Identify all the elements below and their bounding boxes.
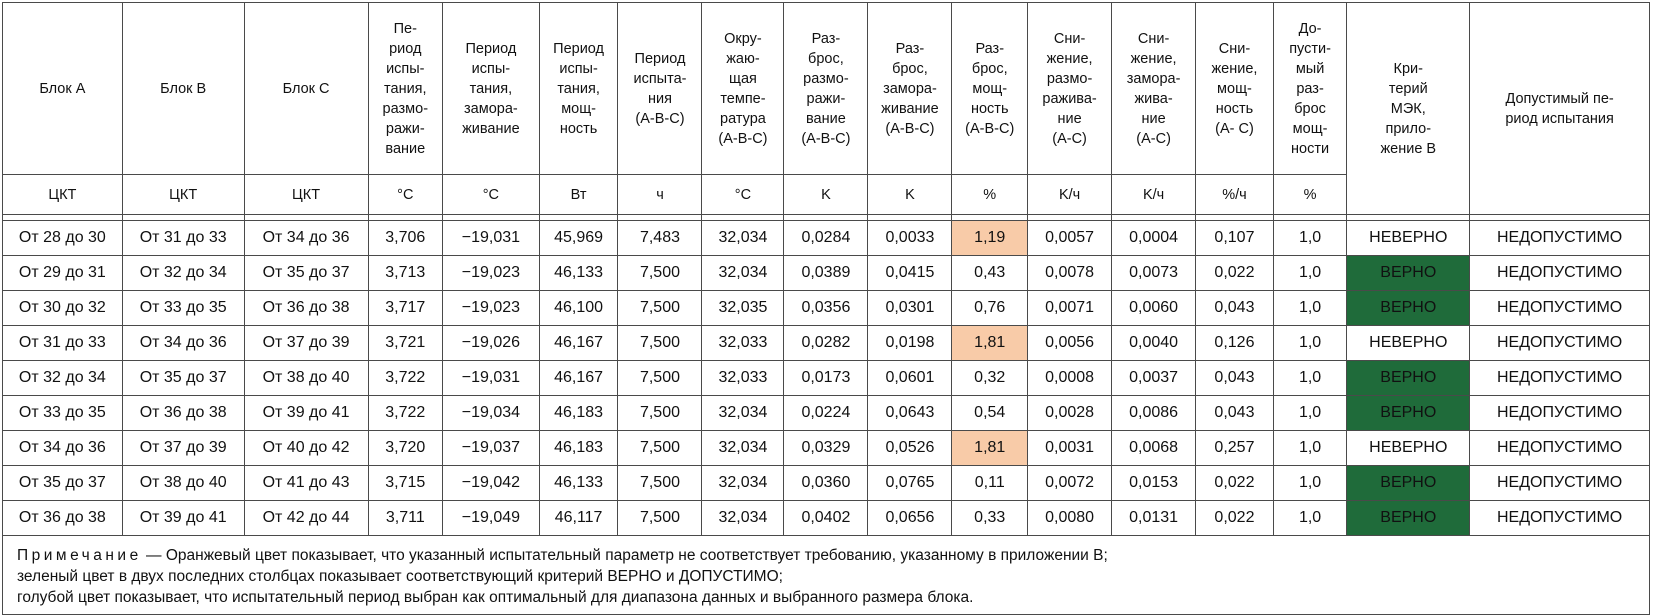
column-header: Сни- жение, замора- жива- ние (A-C) bbox=[1112, 3, 1196, 175]
table-cell: От 32 до 34 bbox=[3, 361, 123, 396]
table-cell: 0,257 bbox=[1196, 431, 1274, 466]
table-cell: От 31 до 33 bbox=[122, 221, 244, 256]
table-cell: 7,500 bbox=[618, 326, 702, 361]
table-cell: НЕВЕРНО bbox=[1347, 221, 1470, 256]
table-cell: НЕДОПУСТИМО bbox=[1470, 221, 1650, 256]
unit-header: K/ч bbox=[1112, 175, 1196, 215]
table-cell: 3,717 bbox=[368, 291, 443, 326]
table-cell: 0,0086 bbox=[1112, 396, 1196, 431]
table-row bbox=[3, 326, 1650, 361]
table-header bbox=[3, 3, 1650, 215]
table-cell: 0,0033 bbox=[868, 221, 952, 256]
table-cell: 1,0 bbox=[1273, 256, 1347, 291]
table-cell: 0,0224 bbox=[784, 396, 868, 431]
table-cell: 3,713 bbox=[368, 256, 443, 291]
table-cell: 46,100 bbox=[539, 291, 618, 326]
table-cell: 0,0198 bbox=[868, 326, 952, 361]
table-cell: 0,0068 bbox=[1112, 431, 1196, 466]
table-cell: 0,0008 bbox=[1028, 361, 1112, 396]
column-header: Раз- брос, мощ- ность (A-B-C) bbox=[952, 3, 1028, 175]
table-cell: 0,0080 bbox=[1028, 501, 1112, 536]
table-cell: 46,133 bbox=[539, 256, 618, 291]
unit-header: % bbox=[1273, 175, 1347, 215]
table-cell: 7,500 bbox=[618, 396, 702, 431]
table-cell: 46,183 bbox=[539, 396, 618, 431]
table-cell: От 39 до 41 bbox=[244, 396, 368, 431]
table-cell: 0,022 bbox=[1196, 501, 1274, 536]
column-header: Окру- жаю- щая темпе- ратура (A-B-C) bbox=[702, 3, 784, 175]
table-cell: 0,0329 bbox=[784, 431, 868, 466]
table-cell: От 41 до 43 bbox=[244, 466, 368, 501]
unit-header: ЦКТ bbox=[122, 175, 244, 215]
table-cell: 32,034 bbox=[702, 501, 784, 536]
table-cell: 0,43 bbox=[952, 256, 1028, 291]
table-cell: 7,500 bbox=[618, 431, 702, 466]
table-cell: 0,0056 bbox=[1028, 326, 1112, 361]
table-cell: 1,81 bbox=[952, 431, 1028, 466]
table-cell: 32,034 bbox=[702, 431, 784, 466]
table-cell: −19,031 bbox=[443, 361, 540, 396]
table-cell: 32,033 bbox=[702, 361, 784, 396]
table-cell: 0,0173 bbox=[784, 361, 868, 396]
column-header: Сни- жение, мощ- ность (A- C) bbox=[1196, 3, 1274, 175]
note-label: Примечание bbox=[17, 547, 142, 564]
table-cell: 0,0526 bbox=[868, 431, 952, 466]
table-cell: 3,715 bbox=[368, 466, 443, 501]
table-cell: НЕВЕРНО bbox=[1347, 431, 1470, 466]
table-cell: От 34 до 36 bbox=[3, 431, 123, 466]
table-cell: 1,19 bbox=[952, 221, 1028, 256]
table-row bbox=[3, 466, 1650, 501]
table-cell: НЕДОПУСТИМО bbox=[1470, 256, 1650, 291]
table-cell: От 36 до 38 bbox=[122, 396, 244, 431]
unit-header: ЦКТ bbox=[244, 175, 368, 215]
table-cell: 0,0360 bbox=[784, 466, 868, 501]
table-cell: ВЕРНО bbox=[1347, 256, 1470, 291]
table-cell: 7,483 bbox=[618, 221, 702, 256]
note-line-1 bbox=[17, 545, 1649, 566]
table-cell: От 42 до 44 bbox=[244, 501, 368, 536]
table-cell: 0,0028 bbox=[1028, 396, 1112, 431]
table-cell: От 36 до 38 bbox=[244, 291, 368, 326]
table-cell: 46,133 bbox=[539, 466, 618, 501]
column-header: Блок С bbox=[244, 3, 368, 175]
table-cell: 0,0656 bbox=[868, 501, 952, 536]
table-cell: 0,0402 bbox=[784, 501, 868, 536]
table-cell: От 34 до 36 bbox=[244, 221, 368, 256]
table-cell: −19,023 bbox=[443, 291, 540, 326]
table-cell: ВЕРНО bbox=[1347, 291, 1470, 326]
table-cell: От 36 до 38 bbox=[3, 501, 123, 536]
table-cell: От 38 до 40 bbox=[122, 466, 244, 501]
table-cell: НЕДОПУСТИМО bbox=[1470, 326, 1650, 361]
note-line-2: зеленый цвет в двух последних столбцах показывает соответствующий критерий ВЕРНО и ДОПУСТИМО; bbox=[17, 568, 783, 585]
unit-header: K bbox=[868, 175, 952, 215]
table-cell: 0,0153 bbox=[1112, 466, 1196, 501]
table-row bbox=[3, 431, 1650, 466]
table-cell: От 28 до 30 bbox=[3, 221, 123, 256]
table-cell: 1,0 bbox=[1273, 221, 1347, 256]
column-header: Сни- жение, размо- ражива- ние (A-C) bbox=[1028, 3, 1112, 175]
table-cell: 1,0 bbox=[1273, 431, 1347, 466]
table-cell: НЕДОПУСТИМО bbox=[1470, 501, 1650, 536]
unit-header: K bbox=[784, 175, 868, 215]
table-wrapper bbox=[2, 2, 1650, 615]
table-cell: НЕДОПУСТИМО bbox=[1470, 396, 1650, 431]
table-cell: 7,500 bbox=[618, 501, 702, 536]
table-cell: 45,969 bbox=[539, 221, 618, 256]
table-cell: 0,0078 bbox=[1028, 256, 1112, 291]
unit-header: Вт bbox=[539, 175, 618, 215]
column-header: Период испыта- ния (A-B-C) bbox=[618, 3, 702, 175]
unit-header: °С bbox=[443, 175, 540, 215]
table-cell: НЕВЕРНО bbox=[1347, 326, 1470, 361]
table-cell: 32,034 bbox=[702, 221, 784, 256]
table-cell: 0,0040 bbox=[1112, 326, 1196, 361]
column-header: Пе- риод испы- тания, размо- ражи- вание bbox=[368, 3, 443, 175]
table-cell: 3,721 bbox=[368, 326, 443, 361]
results-table bbox=[2, 2, 1650, 536]
table-cell: −19,023 bbox=[443, 256, 540, 291]
unit-header: K/ч bbox=[1028, 175, 1112, 215]
column-header: Период испы- тания, замора- живание bbox=[443, 3, 540, 175]
table-cell: От 35 до 37 bbox=[3, 466, 123, 501]
table-cell: ВЕРНО bbox=[1347, 466, 1470, 501]
table-cell: 0,0282 bbox=[784, 326, 868, 361]
table-cell: 0,043 bbox=[1196, 291, 1274, 326]
table-cell: −19,026 bbox=[443, 326, 540, 361]
table-cell: НЕДОПУСТИМО bbox=[1470, 431, 1650, 466]
table-row bbox=[3, 291, 1650, 326]
table-cell: НЕДОПУСТИМО bbox=[1470, 291, 1650, 326]
note-text-1: — Оранжевый цвет показывает, что указанный испытательный параметр не соответствует требованию, указанному в приложении В; bbox=[141, 547, 1108, 564]
table-cell: 0,0415 bbox=[868, 256, 952, 291]
table-cell: 46,183 bbox=[539, 431, 618, 466]
table-cell: 0,0131 bbox=[1112, 501, 1196, 536]
table-note bbox=[2, 536, 1650, 615]
table-body bbox=[3, 215, 1650, 536]
table-cell: 7,500 bbox=[618, 256, 702, 291]
table-cell: 0,0301 bbox=[868, 291, 952, 326]
table-cell: 0,0356 bbox=[784, 291, 868, 326]
table-cell: 3,706 bbox=[368, 221, 443, 256]
table-cell: 46,167 bbox=[539, 361, 618, 396]
table-cell: 0,0071 bbox=[1028, 291, 1112, 326]
table-row bbox=[3, 256, 1650, 291]
table-cell: 46,117 bbox=[539, 501, 618, 536]
table-cell: 0,022 bbox=[1196, 256, 1274, 291]
table-cell: ВЕРНО bbox=[1347, 361, 1470, 396]
table-cell: 1,0 bbox=[1273, 396, 1347, 431]
table-cell: 0,043 bbox=[1196, 396, 1274, 431]
table-cell: От 39 до 41 bbox=[122, 501, 244, 536]
table-cell: 32,034 bbox=[702, 396, 784, 431]
table-cell: 46,167 bbox=[539, 326, 618, 361]
table-row bbox=[3, 361, 1650, 396]
table-cell: 7,500 bbox=[618, 466, 702, 501]
table-cell: 1,81 bbox=[952, 326, 1028, 361]
table-cell: От 37 до 39 bbox=[122, 431, 244, 466]
table-cell: ВЕРНО bbox=[1347, 501, 1470, 536]
table-cell: От 33 до 35 bbox=[122, 291, 244, 326]
column-header: Раз- брос, заморa- живание (A-B-C) bbox=[868, 3, 952, 175]
table-cell: 3,720 bbox=[368, 431, 443, 466]
table-cell: 32,034 bbox=[702, 466, 784, 501]
table-cell: 0,54 bbox=[952, 396, 1028, 431]
table-cell: 0,022 bbox=[1196, 466, 1274, 501]
column-header: Допустимый пе- риод испытания bbox=[1470, 3, 1650, 215]
table-cell: 0,0057 bbox=[1028, 221, 1112, 256]
table-cell: От 31 до 33 bbox=[3, 326, 123, 361]
table-cell: 0,32 bbox=[952, 361, 1028, 396]
table-cell: 0,0643 bbox=[868, 396, 952, 431]
note-line-3: голубой цвет показывает, что испытательный период выбран как оптимальный для диапазона данных и выбранного размера блока. bbox=[17, 589, 974, 606]
table-cell: −19,042 bbox=[443, 466, 540, 501]
table-cell: 7,500 bbox=[618, 361, 702, 396]
table-cell: 0,0389 bbox=[784, 256, 868, 291]
table-cell: 0,0060 bbox=[1112, 291, 1196, 326]
table-cell: НЕДОПУСТИМО bbox=[1470, 361, 1650, 396]
table-cell: 1,0 bbox=[1273, 291, 1347, 326]
table-cell: 0,0073 bbox=[1112, 256, 1196, 291]
table-cell: 0,11 bbox=[952, 466, 1028, 501]
table-row bbox=[3, 221, 1650, 256]
table-cell: 3,722 bbox=[368, 396, 443, 431]
header-row bbox=[3, 3, 1650, 175]
table-cell: 1,0 bbox=[1273, 361, 1347, 396]
table-cell: 0,126 bbox=[1196, 326, 1274, 361]
table-cell: 0,0284 bbox=[784, 221, 868, 256]
unit-header: °С bbox=[702, 175, 784, 215]
table-cell: 0,0765 bbox=[868, 466, 952, 501]
table-row bbox=[3, 396, 1650, 431]
table-cell: 3,722 bbox=[368, 361, 443, 396]
column-header: Блок А bbox=[3, 3, 123, 175]
table-cell: ВЕРНО bbox=[1347, 396, 1470, 431]
table-cell: −19,049 bbox=[443, 501, 540, 536]
table-cell: −19,037 bbox=[443, 431, 540, 466]
table-row bbox=[3, 501, 1650, 536]
table-cell: 0,043 bbox=[1196, 361, 1274, 396]
table-cell: 1,0 bbox=[1273, 466, 1347, 501]
column-header: Блок В bbox=[122, 3, 244, 175]
table-cell: −19,031 bbox=[443, 221, 540, 256]
table-cell: 0,0037 bbox=[1112, 361, 1196, 396]
table-cell: 0,107 bbox=[1196, 221, 1274, 256]
table-cell: 32,035 bbox=[702, 291, 784, 326]
table-cell: От 40 до 42 bbox=[244, 431, 368, 466]
table-cell: От 35 до 37 bbox=[244, 256, 368, 291]
table-cell: От 30 до 32 bbox=[3, 291, 123, 326]
table-cell: От 29 до 31 bbox=[3, 256, 123, 291]
column-header: Кри- терий МЭК, прило- жение В bbox=[1347, 3, 1470, 215]
table-cell: 32,034 bbox=[702, 256, 784, 291]
table-cell: 7,500 bbox=[618, 291, 702, 326]
table-cell: НЕДОПУСТИМО bbox=[1470, 466, 1650, 501]
table-cell: От 35 до 37 bbox=[122, 361, 244, 396]
table-cell: От 32 до 34 bbox=[122, 256, 244, 291]
table-cell: От 38 до 40 bbox=[244, 361, 368, 396]
table-cell: 0,0004 bbox=[1112, 221, 1196, 256]
column-header: Раз- брос, размо- ражи- вание (A-B-C) bbox=[784, 3, 868, 175]
table-cell: 0,33 bbox=[952, 501, 1028, 536]
table-cell: 0,0031 bbox=[1028, 431, 1112, 466]
table-cell: 32,033 bbox=[702, 326, 784, 361]
unit-header: °С bbox=[368, 175, 443, 215]
column-header: До- пусти- мый раз- брос мощ- ности bbox=[1273, 3, 1347, 175]
table-cell: 3,711 bbox=[368, 501, 443, 536]
table-cell: 1,0 bbox=[1273, 326, 1347, 361]
unit-header: ч bbox=[618, 175, 702, 215]
table-cell: 0,0072 bbox=[1028, 466, 1112, 501]
table-cell: От 34 до 36 bbox=[122, 326, 244, 361]
table-cell: 0,76 bbox=[952, 291, 1028, 326]
table-cell: −19,034 bbox=[443, 396, 540, 431]
table-cell: 0,0601 bbox=[868, 361, 952, 396]
column-header: Период испы- тания, мощ- ность bbox=[539, 3, 618, 175]
unit-header: % bbox=[952, 175, 1028, 215]
unit-header: %/ч bbox=[1196, 175, 1274, 215]
table-cell: От 37 до 39 bbox=[244, 326, 368, 361]
table-cell: От 33 до 35 bbox=[3, 396, 123, 431]
unit-header: ЦКТ bbox=[3, 175, 123, 215]
table-cell: 1,0 bbox=[1273, 501, 1347, 536]
